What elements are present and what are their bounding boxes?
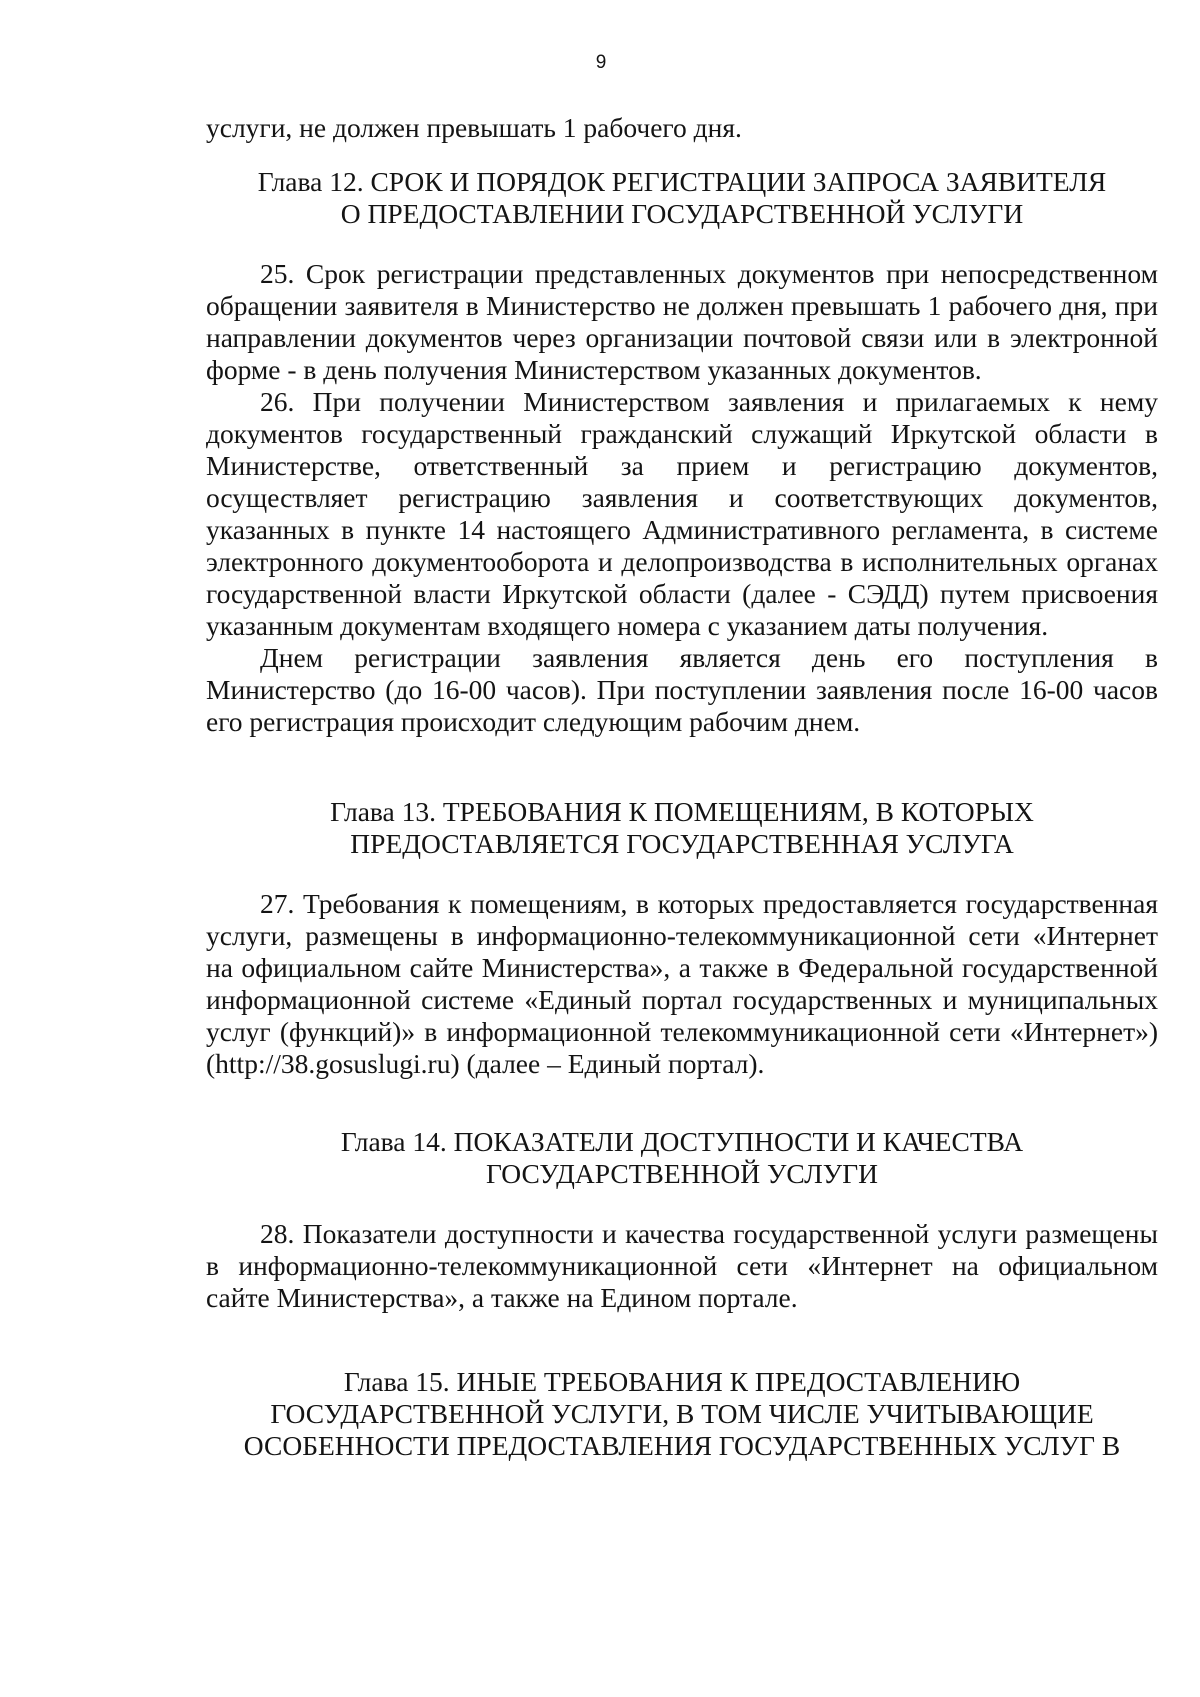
chapter-14-title-line-2: ГОСУДАРСТВЕННОЙ УСЛУГИ — [486, 1158, 878, 1189]
chapter-15-title-line-2: ГОСУДАРСТВЕННОЙ УСЛУГИ, В ТОМ ЧИСЛЕ УЧИТЫВАЮЩИЕ — [270, 1398, 1094, 1429]
chapter-12-body — [206, 258, 1158, 738]
chapter-15-heading — [206, 1366, 1158, 1462]
chapter-12-heading — [206, 166, 1158, 230]
chapter-13-heading — [206, 796, 1158, 860]
chapter-15-title-line-3: ОСОБЕННОСТИ ПРЕДОСТАВЛЕНИЯ ГОСУДАРСТВЕННЫХ УСЛУГ В — [243, 1430, 1121, 1461]
paragraph-26: 26. При получении Министерством заявления и прилагаемых к нему документов государственный гражданский служащий Иркутской области в Министерстве, ответственный за прием и регистрацию документов, осуществляет регистрацию заявления и соответствующих документов, указанных в пункте 14 настоящего Административного регламента, в системе электронного документооборота и делопроизводства в исполнительных органах государственной власти Иркутской области (далее - СЭДД) путем присвоения указанным документам входящего номера с указанием даты получения. — [206, 386, 1158, 641]
chapter-12-title-line-1: Глава 12. СРОК И ПОРЯДОК РЕГИСТРАЦИИ ЗАПРОСА ЗАЯВИТЕЛЯ — [257, 166, 1107, 197]
paragraph-26-registration-day: Днем регистрации заявления является день его поступления в Министерство (до 16-00 часов). При поступлении заявления после 16-00 часов его регистрация происходит следующим рабочим днем. — [206, 642, 1158, 737]
chapter-14-body — [206, 1218, 1158, 1314]
intro-block — [206, 112, 1158, 144]
paragraph-25: 25. Срок регистрации представленных документов при непосредственном обращении заявителя в Министерство не должен превышать 1 рабочего дня, при направлении документов через организации почтовой связи или в электронной форме - в день получения Министерством указанных документов. — [206, 258, 1158, 385]
chapter-13-title-line-2: ПРЕДОСТАВЛЯЕТСЯ ГОСУДАРСТВЕННАЯ УСЛУГА — [350, 828, 1014, 859]
intro-paragraph: услуги, не должен превышать 1 рабочего дня. — [206, 112, 742, 143]
page-number: 9 — [595, 52, 607, 73]
chapter-15-title-line-1: Глава 15. ИНЫЕ ТРЕБОВАНИЯ К ПРЕДОСТАВЛЕНИЮ — [343, 1366, 1021, 1397]
paragraph-28: 28. Показатели доступности и качества государственной услуги размещены в информационно-телекоммуникационной сети «Интернет на официальном сайте Министерства», а также на Едином портале. — [206, 1218, 1158, 1313]
chapter-13-body — [206, 888, 1158, 1080]
chapter-13-title-line-1: Глава 13. ТРЕБОВАНИЯ К ПОМЕЩЕНИЯМ, В КОТОРЫХ — [330, 796, 1034, 827]
chapter-14-heading — [206, 1126, 1158, 1190]
paragraph-27: 27. Требования к помещениям, в которых предоставляется государственная услуги, размещены в информационно-телекоммуникационной сети «Интернет на официальном сайте Министерства», а также в Федеральной государственной информационной системе «Единый портал государственных и муниципальных услуг (функций)» в информационной телекоммуникационной сети «Интернет») (http://38.gosuslugi.ru) (далее – Единый портал). — [206, 888, 1158, 1079]
chapter-12-title-line-2: О ПРЕДОСТАВЛЕНИИ ГОСУДАРСТВЕННОЙ УСЛУГИ — [340, 198, 1024, 229]
chapter-14-title-line-1: Глава 14. ПОКАЗАТЕЛИ ДОСТУПНОСТИ И КАЧЕСТВА — [340, 1126, 1024, 1157]
